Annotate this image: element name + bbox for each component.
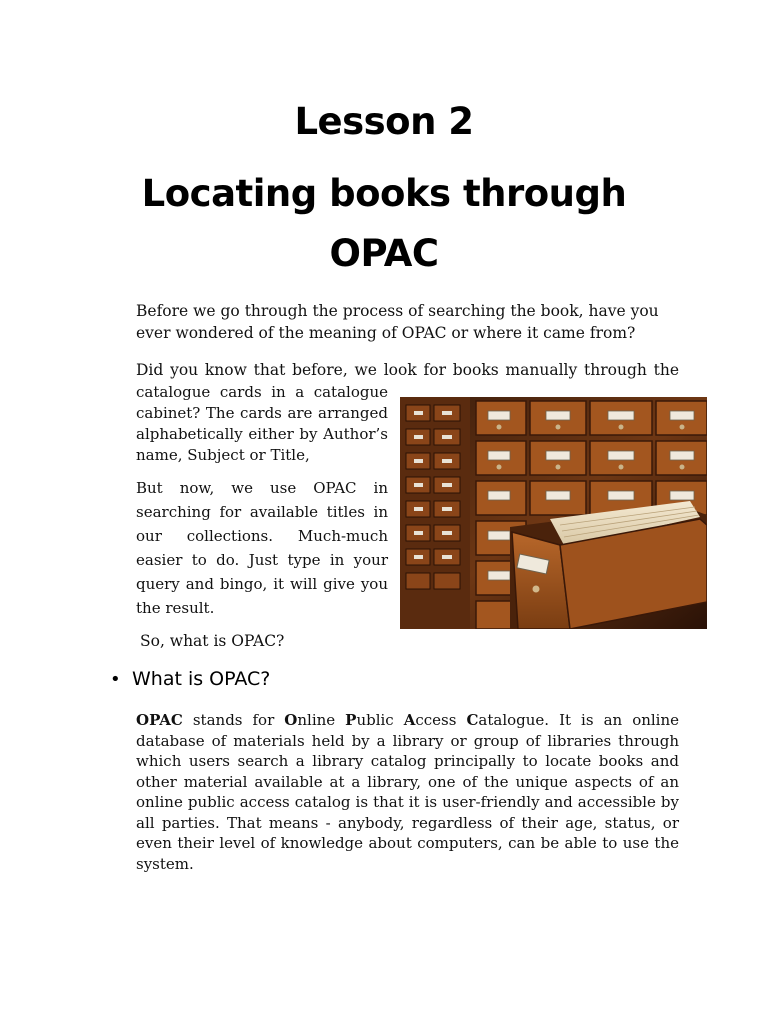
intro-paragraph: Before we go through the process of searching the book, have you ever wondered of the meaning of OPAC or where it came from?: [136, 302, 659, 342]
definition-connector: stands for: [182, 711, 285, 729]
initial-p: P: [345, 711, 357, 729]
bullet-text: What is OPAC?: [132, 668, 271, 690]
initial-a: A: [403, 711, 416, 729]
lesson-heading: Lesson 2: [294, 100, 474, 143]
bullet-icon: •: [110, 669, 121, 690]
definition-body: It is an online database of materials held by a library or group of libraries through which users search a library catalog principally to locate books and other material available at a library, one of the unique aspects of an online public access catalog is that it is user-friendly and accessible by all parties. That means - anybody, regardless of their age, status, or even their level of knowledge about computers, can be able to use the system.: [136, 711, 680, 873]
so-what-question: So, what is OPAC?: [140, 632, 285, 650]
card-catalogue-photo: [400, 397, 707, 629]
but-now-paragraph: But now, we use OPAC in searching for available titles in our collections. Much-much easier to do. Just type in your query and bingo, it will give you the result.: [136, 479, 388, 617]
bullet-heading: [110, 668, 270, 690]
did-you-know-paragraph: catalogue cards in a catalogue cabinet? The cards are arranged alphabetically either by Author’s name, Subject or Title,: [136, 383, 388, 464]
word-atalogue: atalogue.: [478, 711, 550, 729]
word-ccess: ccess: [415, 711, 467, 729]
did-you-know-first-line: Did you know that before, we look for books manually through the: [136, 361, 679, 379]
word-nline: nline: [297, 711, 346, 729]
subtitle-line-2: OPAC: [329, 232, 439, 275]
initial-c: C: [466, 711, 479, 729]
word-ublic: ublic: [356, 711, 404, 729]
subtitle-line-1: Locating books through: [141, 172, 627, 215]
initial-o: O: [284, 711, 298, 729]
definition-term: OPAC: [136, 711, 183, 729]
definition-paragraph: [136, 710, 679, 874]
